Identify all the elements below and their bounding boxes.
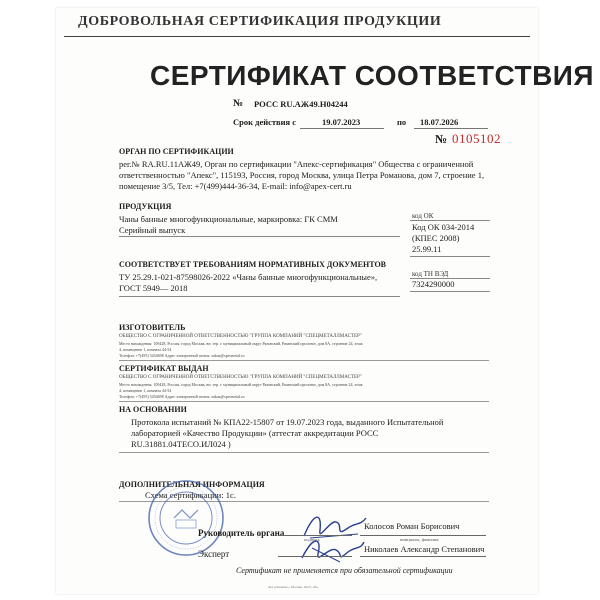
product-heading: ПРОДУКЦИЯ	[119, 202, 172, 211]
valid-from: 19.07.2023	[322, 117, 361, 127]
print-mark: АО «Опцион», Москва, 2023, «В»	[268, 585, 319, 589]
certification-seal-stamp	[146, 478, 226, 558]
organ-line-2: ответственностью "Апекс", 115193, Россия, город Москва, улица Петра Романова, дом 7, строение 1,	[119, 170, 485, 180]
certificate-title: СЕРТИФИКАТ СООТВЕТСТВИЯ	[150, 60, 595, 91]
ok-code-line-2: (КПЕС 2008)	[412, 233, 460, 243]
product-line-2: Серийный выпуск	[119, 225, 186, 235]
manufacturer-line-1: ОБЩЕСТВО С ОГРАНИЧЕННОЙ ОТВЕТСТВЕННОСТЬЮ "ГРУППА КОМПАНИЙ "СПЕЦМЕТАЛЛМАСТЕР"	[119, 334, 362, 339]
expert-signature	[296, 528, 366, 568]
issued-line-3: 4, помещение 1, комната 44-54	[119, 388, 172, 393]
tnved-label: код ТН ВЭД	[412, 270, 449, 278]
certification-scheme: Схема сертификации: 1с.	[145, 490, 236, 500]
issued-line-4: Телефон: +7(495) 5454698 Адрес электронной почты: zakaz@specmetal.ru	[119, 394, 245, 399]
cert-number: РОСС RU.АЖ49.Н04244	[254, 99, 348, 109]
manufacturer-line-2: Место нахождения: 109428, Россия, город Москва, вн. тер. г. муниципальный округ Рязанский, Рязанский проспект, дом 8А, строение 24, этаж	[119, 341, 363, 346]
requirements-line-2: ГОСТ 5949— 2018	[119, 283, 188, 293]
expert-name: Николаев Александр Степанович	[364, 544, 485, 554]
basis-line-3: RU.31881.04ТЕСО.ИЛ024 )	[131, 439, 231, 449]
head-signature-caption: подпись	[304, 537, 320, 542]
manufacturer-heading: ИЗГОТОВИТЕЛЬ	[119, 323, 186, 332]
basis-line-1: Протокола испытаний № КПА22-15807 от 19.07.2023 года, выданного Испытательной	[131, 417, 444, 427]
head-of-organ-label: Руководитель органа	[198, 528, 285, 538]
product-line-1: Чаны банные многофункциональные, маркировка: ГК СММ	[119, 214, 338, 224]
tnved-code: 7324290000	[412, 279, 455, 289]
expert-signature-line	[278, 556, 352, 557]
requirements-heading: СООТВЕТСТВУЕТ ТРЕБОВАНИЯМ НОРМАТИВНЫХ ДОКУМЕНТОВ	[119, 260, 386, 269]
ok-code-line-1: Код ОК 034-2014	[412, 222, 475, 232]
product-rule	[119, 236, 400, 237]
ok-code-line-3: 25.99.11	[412, 244, 442, 254]
valid-to-underline	[414, 128, 488, 129]
extra-heading: ДОПОЛНИТЕЛЬНАЯ ИНФОРМАЦИЯ	[119, 480, 265, 489]
requirements-line-1: ТУ 25.29.1-021-87598026-2022 «Чаны банные многофункциональные»,	[119, 272, 378, 282]
basis-heading: НА ОСНОВАНИИ	[119, 405, 187, 414]
issued-line-2: Место нахождения: 109428, Россия, город Москва, вн. тер. г. муниципальный округ Рязанский, Рязанский проспект, дом 8А, строение 24, этаж	[119, 382, 363, 387]
ok-code-bottom-rule	[410, 256, 490, 257]
organ-line-1: рег.№ RA.RU.11АЖ49, Орган по сертификации "Апекс-сертификация" Общества с ограниченной	[119, 159, 474, 169]
valid-to-label: по	[397, 117, 407, 127]
footer-note: Сертификат не применяется при обязательной сертификации	[236, 566, 453, 575]
issued-line-1: ОБЩЕСТВО С ОГРАНИЧЕННОЙ ОТВЕТСТВЕННОСТЬЮ "ГРУППА КОМПАНИЙ "СПЕЦМЕТАЛЛМАСТЕР"	[119, 375, 362, 380]
basis-line-2: лабораторией «Качество Продукции» (аттестат аккредитации РОСС	[131, 428, 379, 438]
basis-rule	[119, 452, 489, 453]
manufacturer-line-4: Телефон: +7(495) 5454698 Адрес электронной почты: zakaz@specmetal.ru	[119, 353, 245, 358]
head-name-caption: инициалы, фамилия	[400, 537, 439, 542]
valid-to: 18.07.2026	[420, 117, 459, 127]
serial-label: №	[435, 132, 448, 146]
cert-number-label: №	[233, 98, 244, 109]
validity-label: Срок действия с	[233, 117, 297, 127]
expert-label: Эксперт	[198, 549, 230, 559]
head-name: Колосов Роман Борисович	[364, 521, 460, 531]
certification-type-header: ДОБРОВОЛЬНАЯ СЕРТИФИКАЦИЯ ПРОДУКЦИИ	[78, 14, 442, 29]
ok-code-rule	[410, 220, 490, 221]
head-name-line	[360, 535, 486, 536]
ok-code-label: код ОК	[412, 212, 434, 220]
organ-heading: ОРГАН ПО СЕРТИФИКАЦИИ	[119, 147, 234, 156]
requirements-rule	[119, 296, 400, 297]
header-rule	[64, 36, 530, 37]
certificate-page	[56, 8, 538, 594]
expert-name-line	[360, 556, 486, 557]
manufacturer-line-3: 4, помещение 1, комната 44-54	[119, 347, 172, 352]
organ-line-3: помещение 3/5, Тел: +7(499)444-36-34, E-mail: info@apex-cert.ru	[119, 181, 352, 191]
serial-number: 0105102	[452, 131, 501, 146]
issued-rule	[119, 401, 489, 402]
tnved-bottom-rule	[410, 291, 490, 292]
issued-heading: СЕРТИФИКАТ ВЫДАН	[119, 364, 209, 373]
manufacturer-rule	[119, 360, 489, 361]
valid-from-underline	[300, 128, 384, 129]
